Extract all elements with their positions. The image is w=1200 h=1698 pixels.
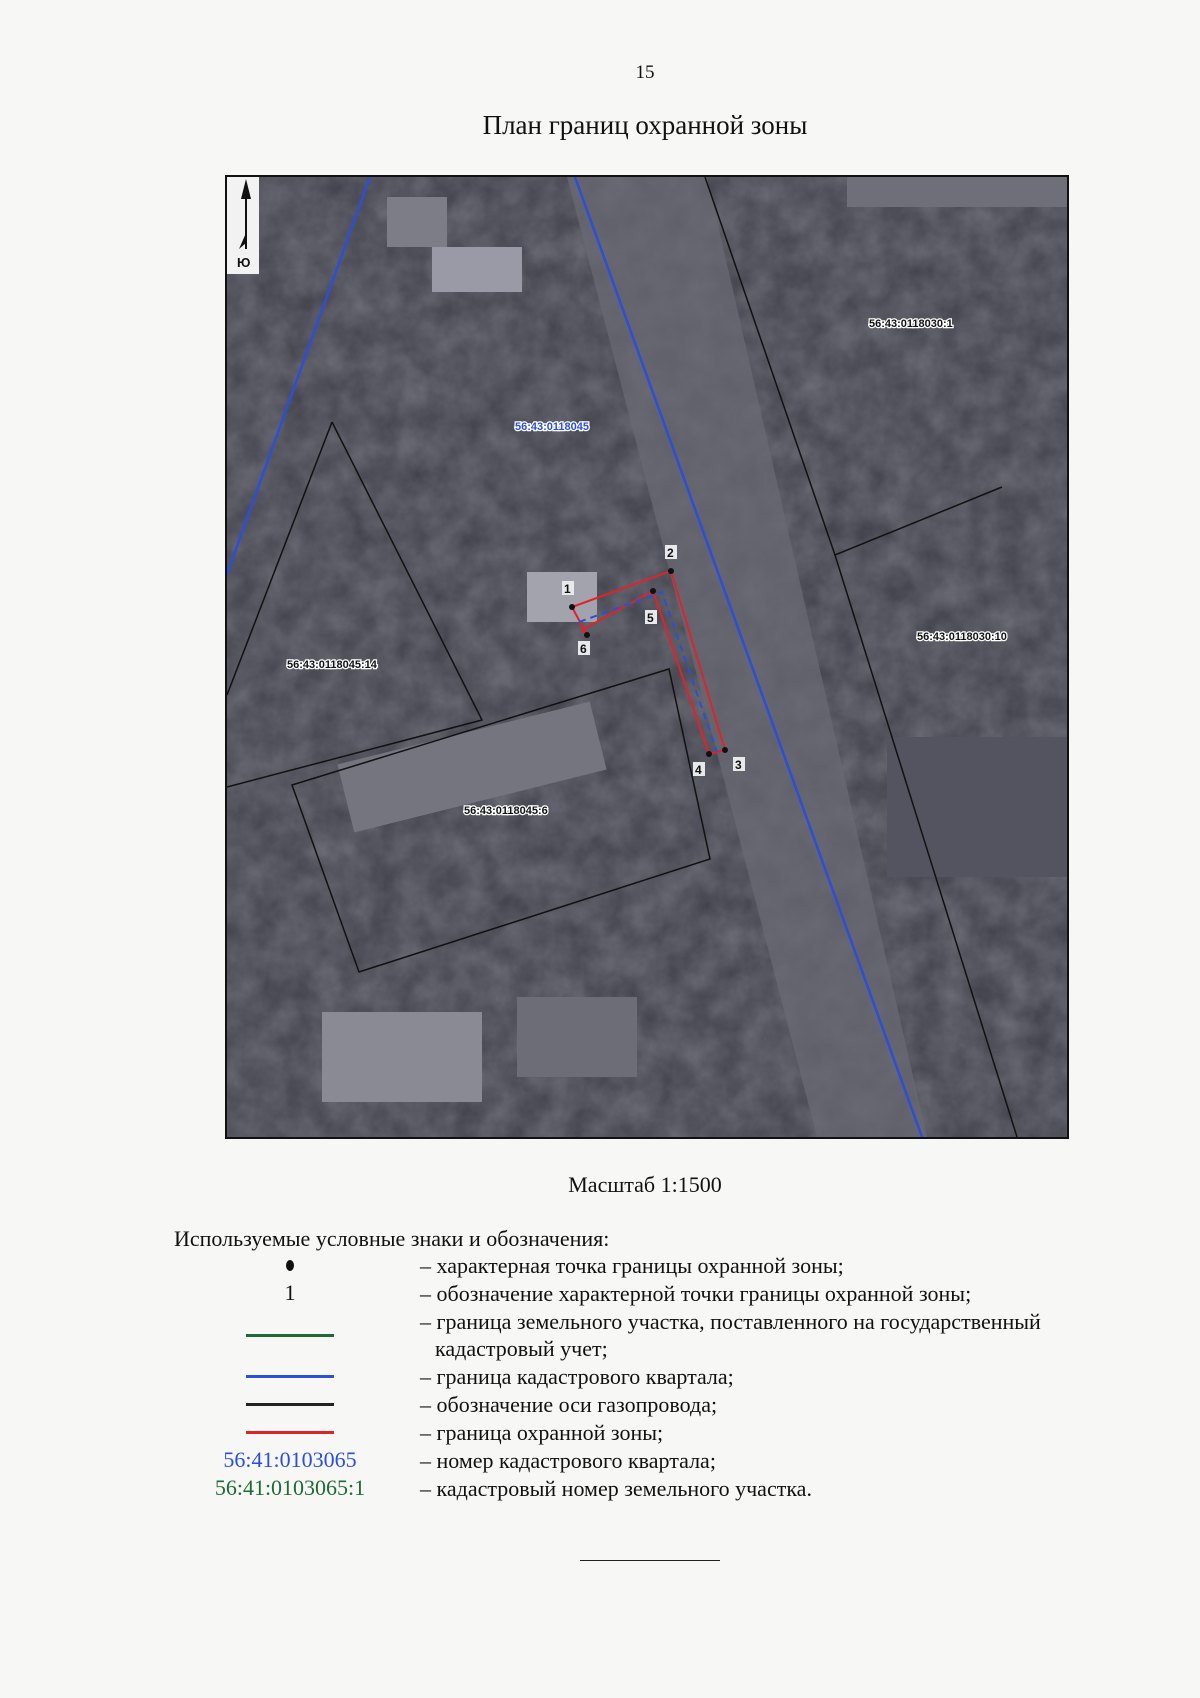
legend-description-line: – номер кадастрового квартала; bbox=[420, 1448, 716, 1473]
legend-symbol bbox=[200, 1419, 380, 1445]
legend-symbol bbox=[200, 1252, 380, 1278]
zone-point-2 bbox=[668, 568, 674, 574]
building-patch bbox=[847, 177, 1067, 207]
legend-description bbox=[420, 1475, 812, 1502]
legend-description bbox=[420, 1280, 971, 1307]
parcel-label-w: 56:43:0118045:14 bbox=[287, 659, 377, 671]
legend-symbol bbox=[200, 1322, 380, 1348]
point-marker-icon bbox=[286, 1260, 294, 1271]
legend-symbol bbox=[200, 1280, 380, 1306]
zone-point-4-label: 4 bbox=[695, 763, 702, 777]
building-patch bbox=[517, 997, 637, 1077]
zone-point-5-label: 5 bbox=[647, 611, 654, 625]
page-number: 15 bbox=[635, 62, 655, 83]
legend-title: Используемые условные знаки и обозначения: bbox=[174, 1226, 610, 1251]
quarter-label-main: 56:43:0118045 bbox=[515, 421, 590, 433]
legend-symbol-text: 1 bbox=[284, 1280, 296, 1305]
legend-description-line: – граница кадастрового квартала; bbox=[420, 1364, 734, 1389]
parcel-label-s: 56:43:0118045:6 bbox=[464, 805, 548, 817]
line-sample-icon bbox=[246, 1334, 334, 1337]
line-sample-icon bbox=[246, 1403, 334, 1406]
zone-point-1 bbox=[569, 604, 575, 610]
legend-item bbox=[0, 1363, 1200, 1389]
zone-point-2-label: 2 bbox=[667, 546, 674, 560]
legend-description bbox=[420, 1447, 716, 1474]
zone-point-6 bbox=[584, 632, 590, 638]
page-title: План границ охранной зоны bbox=[482, 110, 808, 140]
legend-item bbox=[0, 1280, 1200, 1306]
legend-item bbox=[0, 1391, 1200, 1417]
legend-description-line: – кадастровый номер земельного участка. bbox=[420, 1476, 812, 1501]
line-sample-icon bbox=[246, 1375, 334, 1378]
legend-description-line: – обозначение характерной точки границы охранной зоны; bbox=[420, 1281, 972, 1306]
legend-description-line: – граница земельного участка, поставленного на государственный bbox=[420, 1309, 1041, 1334]
parcel-label-ne: 56:43:0118030:1 bbox=[869, 318, 953, 330]
legend-description bbox=[420, 1308, 1041, 1362]
legend-symbol bbox=[200, 1475, 380, 1501]
legend-item bbox=[0, 1419, 1200, 1445]
end-divider bbox=[580, 1560, 720, 1561]
zone-point-6-label: 6 bbox=[580, 642, 587, 656]
legend-description bbox=[420, 1391, 717, 1418]
zone-point-4 bbox=[706, 751, 712, 757]
legend-symbol-text: 56:41:0103065 bbox=[223, 1447, 357, 1472]
legend-description-line: – обозначение оси газопровода; bbox=[420, 1392, 718, 1417]
legend-item bbox=[0, 1447, 1200, 1473]
zone-point-1-label: 1 bbox=[564, 582, 571, 596]
map-scale: Масштаб 1:1500 bbox=[568, 1172, 722, 1197]
map-canvas bbox=[227, 177, 1067, 1137]
legend-description bbox=[420, 1419, 663, 1446]
protection-zone-map bbox=[225, 175, 1069, 1139]
line-sample-icon bbox=[246, 1431, 334, 1434]
building-patch bbox=[432, 247, 522, 292]
legend-description-line: – граница охранной зоны; bbox=[420, 1420, 664, 1445]
legend-symbol-text: 56:41:0103065:1 bbox=[214, 1475, 366, 1500]
zone-point-5 bbox=[650, 588, 656, 594]
building-patch bbox=[322, 1012, 482, 1102]
zone-point-3-label: 3 bbox=[735, 758, 742, 772]
zone-point-3 bbox=[722, 747, 728, 753]
parcel-label-e: 56:43:0118030:10 bbox=[917, 631, 1007, 643]
legend-symbol bbox=[200, 1391, 380, 1417]
north-arrow-letter: Ю bbox=[237, 255, 251, 270]
legend-item bbox=[0, 1308, 1200, 1361]
legend-description bbox=[420, 1252, 844, 1279]
legend-symbol bbox=[200, 1363, 380, 1389]
legend-item bbox=[0, 1475, 1200, 1501]
building-patch bbox=[527, 572, 597, 622]
legend-item bbox=[0, 1252, 1200, 1278]
building-patch bbox=[387, 197, 447, 247]
legend-description bbox=[420, 1363, 734, 1390]
legend-description-line: кадастровый учет; bbox=[435, 1336, 608, 1361]
legend-symbol bbox=[200, 1447, 380, 1473]
legend-description-line: – характерная точка границы охранной зоны; bbox=[420, 1253, 844, 1278]
north-arrow-icon bbox=[227, 177, 259, 274]
